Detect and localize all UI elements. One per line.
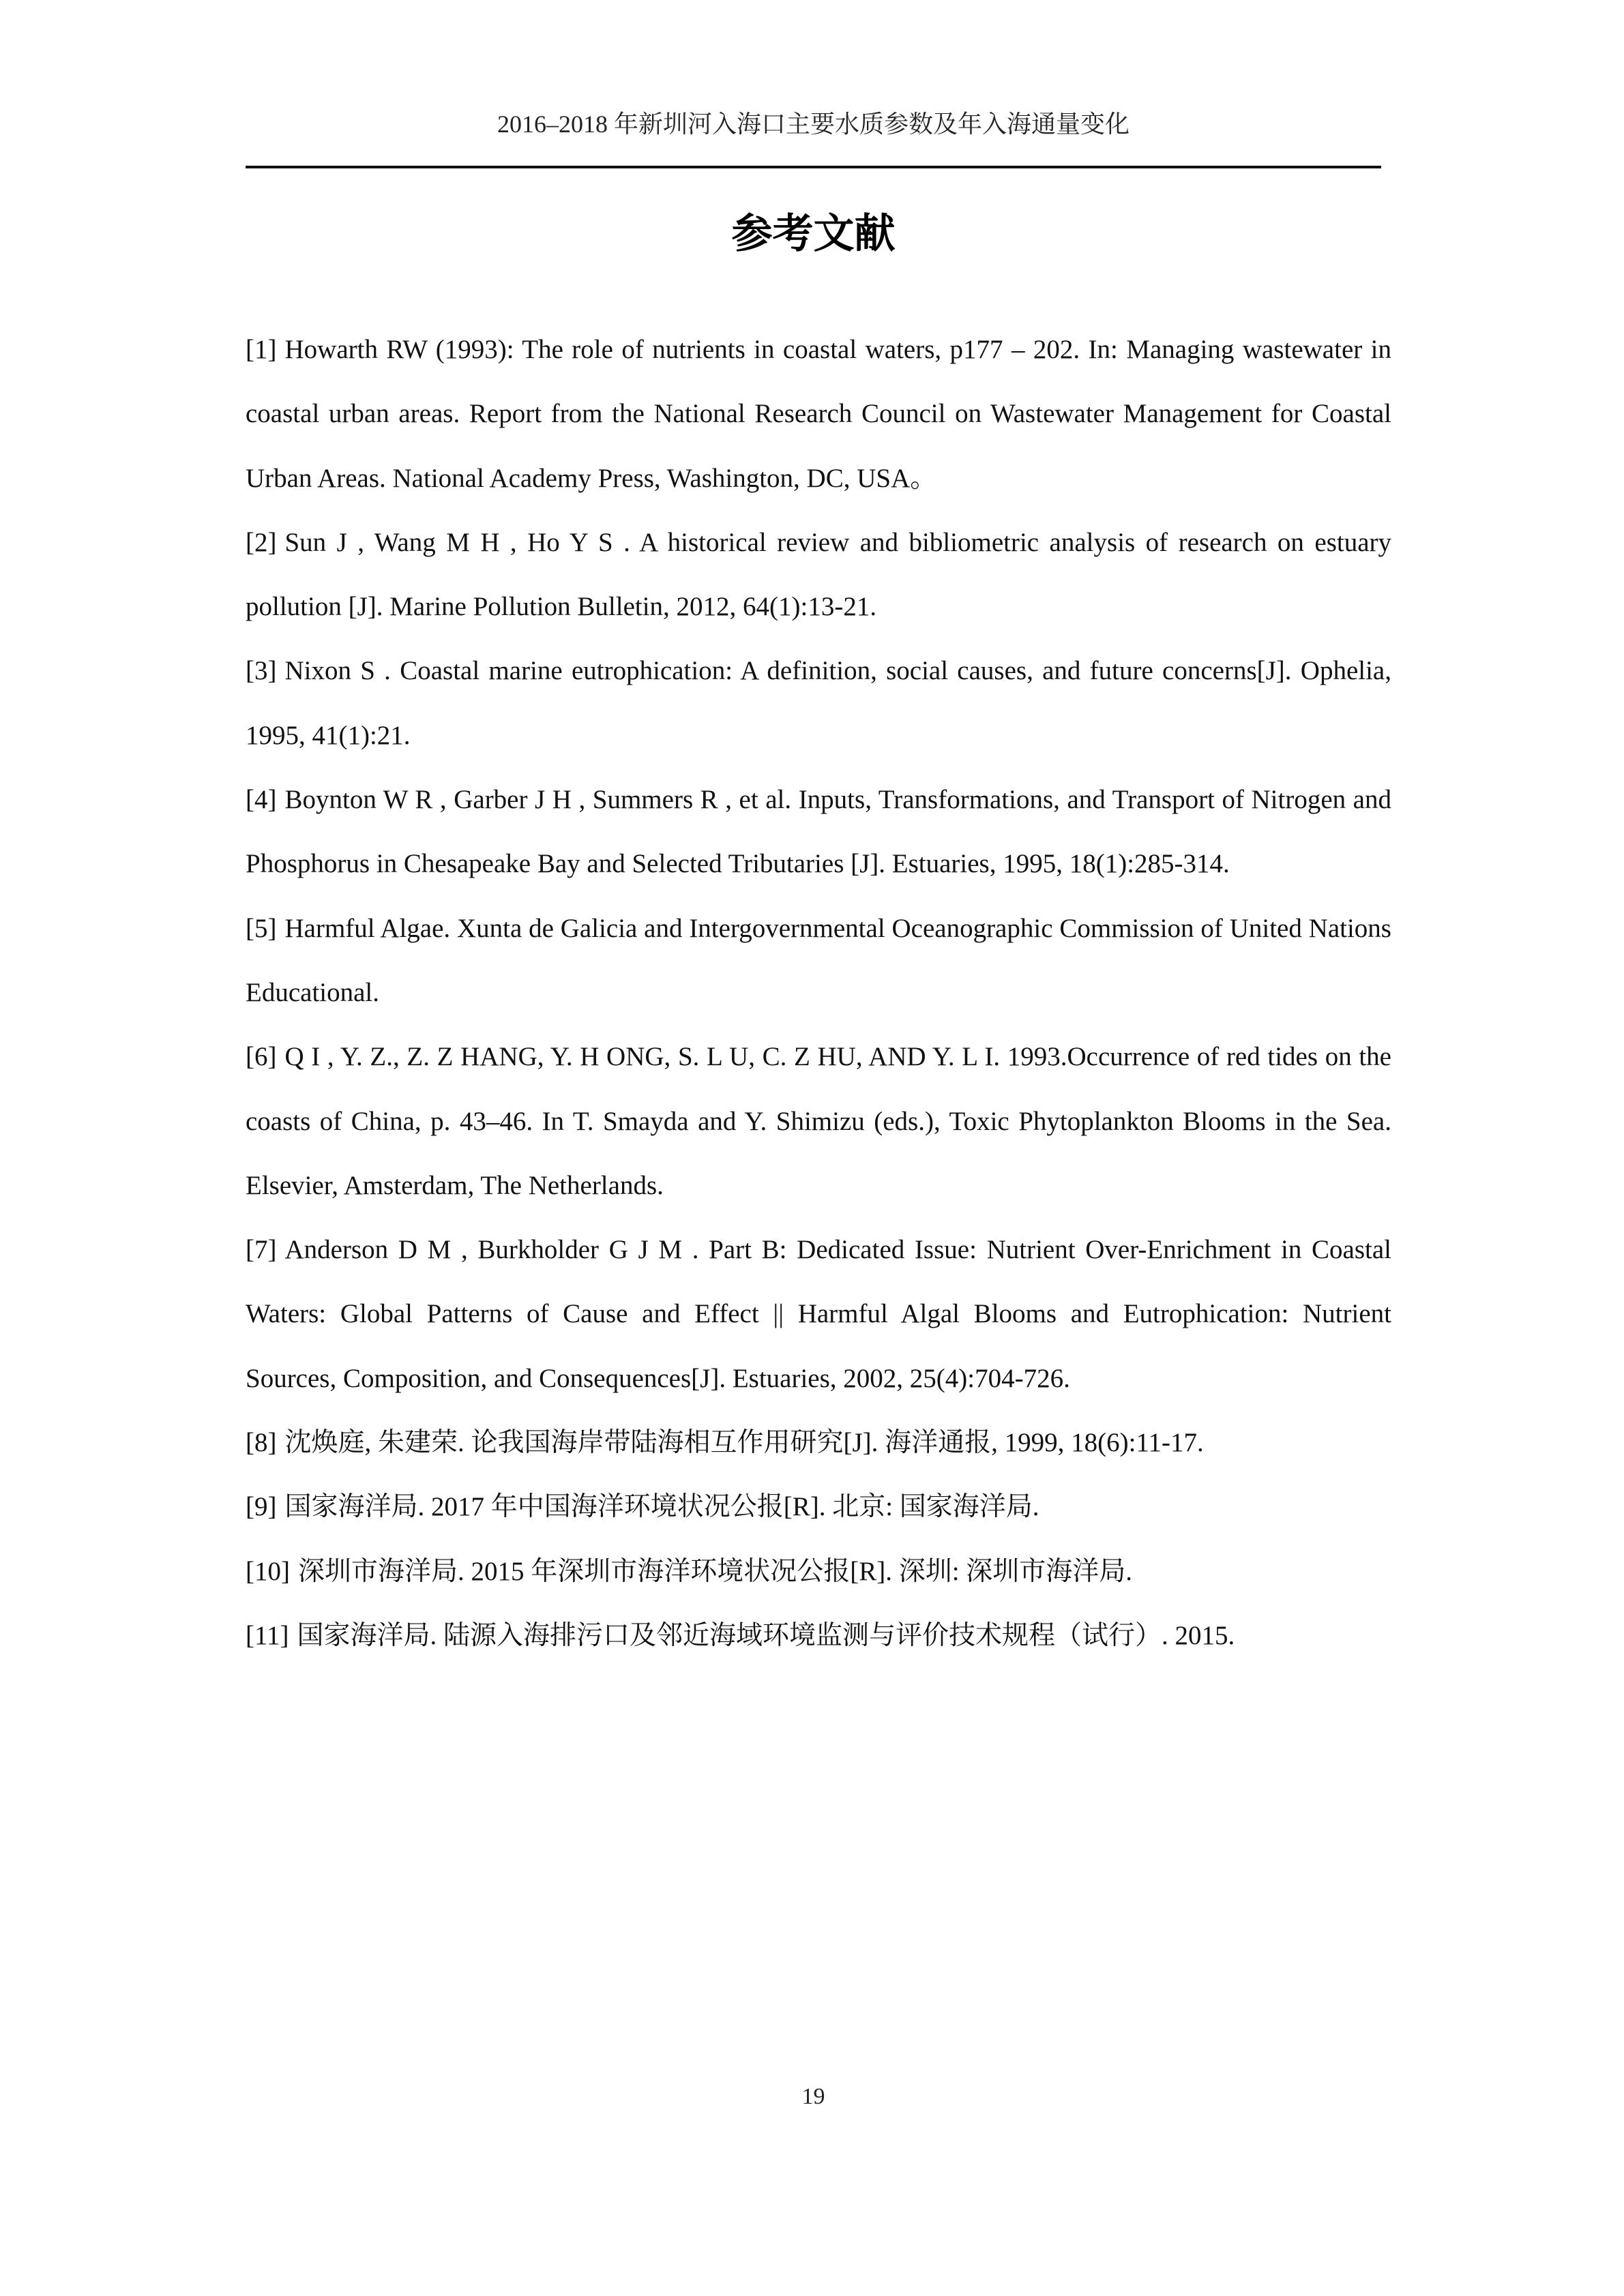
reference-number: [2] xyxy=(246,527,277,557)
reference-text: Q I , Y. Z., Z. Z HANG, Y. H ONG, S. L U, C. Z HU, AND Y. L I. 1993.Occurrence of red tides on the coasts of China, p. 43–46. In T. Smayda and Y. Shimizu (eds.), Toxic Phytoplankton Blooms in the Sea. Elsevier, Amsterdam, The Netherlands. xyxy=(246,1042,1391,1200)
reference-item-8 xyxy=(246,1411,1391,1475)
reference-text: 国家海洋局. 陆源入海排污口及邻近海域环境监测与评价技术规程（试行）. 2015. xyxy=(297,1620,1235,1650)
reference-number: [1] xyxy=(246,335,277,364)
header-divider xyxy=(246,166,1381,168)
reference-number: [10] xyxy=(246,1556,290,1586)
reference-item-9 xyxy=(246,1475,1391,1539)
reference-number: [11] xyxy=(246,1620,289,1650)
reference-text: Harmful Algae. Xunta de Galicia and Intergovernmental Oceanographic Commission of United Nations Educational. xyxy=(246,913,1391,1007)
reference-item-1 xyxy=(246,318,1391,511)
reference-text: Anderson D M , Burkholder G J M . Part B: Dedicated Issue: Nutrient Over-Enrichment in Coastal Waters: Global Patterns of Cause and Effect || Harmful Algal Blooms and Eutrophication: Nutrient Sources, Composition, and Consequences[J]. Estuaries, 2002, 25(4):704-726. xyxy=(246,1235,1391,1393)
reference-number: [3] xyxy=(246,656,277,686)
reference-item-3 xyxy=(246,639,1391,768)
reference-number: [6] xyxy=(246,1042,277,1072)
reference-text: 沈焕庭, 朱建荣. 论我国海岸带陆海相互作用研究[J]. 海洋通报, 1999, 18(6):11-17. xyxy=(284,1428,1204,1458)
references-heading: 参考文献 xyxy=(731,210,896,258)
page-number: 19 xyxy=(801,2084,825,2109)
reference-number: [8] xyxy=(246,1428,277,1458)
reference-item-2 xyxy=(246,511,1391,640)
reference-item-10 xyxy=(246,1540,1391,1604)
reference-text: Howarth RW (1993): The role of nutrients in coastal waters, p177 – 202. In: Managing wastewater in coastal urban areas. Report from the National Research Council on Wastewater Management for Coastal Urban Areas. National Academy Press, Washington, DC, USA。 xyxy=(246,335,1391,493)
reference-item-7 xyxy=(246,1218,1391,1411)
running-header: 2016–2018 年新圳河入海口主要水质参数及年入海通量变化 xyxy=(497,110,1130,138)
reference-number: [9] xyxy=(246,1492,277,1522)
reference-text: Boynton W R , Garber J H , Summers R , et al. Inputs, Transformations, and Transport of Nitrogen and Phosphorus in Chesapeake Bay and Selected Tributaries [J]. Estuaries, 1995, 18(1):285-314. xyxy=(246,785,1391,879)
reference-item-4 xyxy=(246,768,1391,897)
reference-number: [4] xyxy=(246,785,277,815)
reference-number: [7] xyxy=(246,1235,277,1265)
reference-text: Nixon S . Coastal marine eutrophication: A definition, social causes, and future concerns[J]. Ophelia, 1995, 41(1):21. xyxy=(246,656,1391,750)
reference-text: 深圳市海洋局. 2015 年深圳市海洋环境状况公报[R]. 深圳: 深圳市海洋局. xyxy=(297,1556,1133,1586)
reference-list xyxy=(246,318,1391,1668)
reference-text: 国家海洋局. 2017 年中国海洋环境状况公报[R]. 北京: 国家海洋局. xyxy=(284,1492,1039,1522)
reference-text: Sun J , Wang M H , Ho Y S . A historical review and bibliometric analysis of research on estuary pollution [J]. Marine Pollution Bulletin, 2012, 64(1):13-21. xyxy=(246,527,1391,622)
reference-item-6 xyxy=(246,1025,1391,1218)
reference-number: [5] xyxy=(246,913,277,943)
reference-item-11 xyxy=(246,1604,1391,1668)
reference-item-5 xyxy=(246,897,1391,1026)
